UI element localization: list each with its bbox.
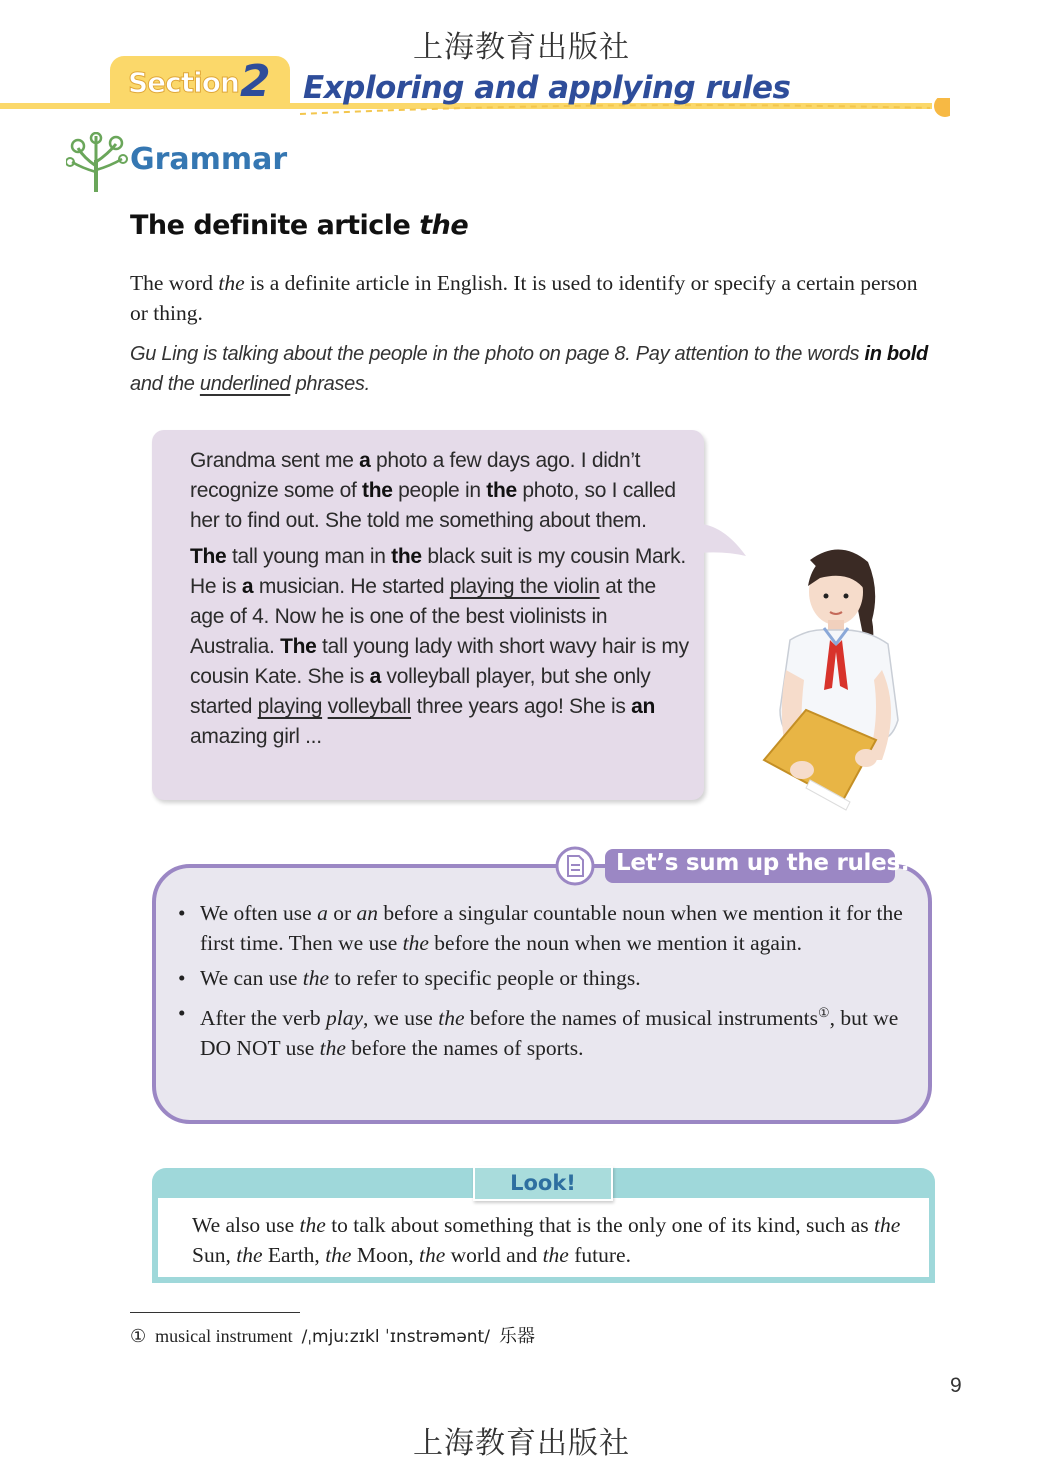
footnote-marker: ① [817, 1005, 830, 1020]
rule-item: • After the verb play, we use the before the names of musical instruments①, but we DO NOT use the before the names of sports. [178, 998, 908, 1063]
bubble-paragraph-2: The tall young man in the black suit is my cousin Mark. He is a musician. He started playing the violin at the age of 4. Now he is one of the best violinists in Australia. The tall young lady with short wavy hair is my cousin Kate. She is a volleyball player, but she only started playing volleyball three years ago! She is an amazing girl ... [190, 545, 689, 748]
speech-bubble-text [190, 446, 690, 758]
rules-tab-label: Let’s sum up the rules! [616, 850, 911, 876]
look-text: We also use the to talk about something that is the only one of its kind, such as the Sun, the Earth, the Moon, the world and the future. [192, 1213, 901, 1267]
intro-paragraph: The word the is a definite article in English. It is used to identify or specify a certain person or thing. [130, 271, 918, 325]
subheading: The definite article the [130, 210, 469, 241]
footnote: ① musical instrument /ˌmjuːzɪkl ˈɪnstrəmənt/ 乐器 [130, 1326, 535, 1347]
section-number: 2 [240, 56, 271, 107]
footnote-divider [130, 1312, 300, 1313]
grammar-heading: Grammar [130, 142, 288, 177]
rule-item: • We often use a or an before a singular countable noun when we mention it for the first time. Then we use the before the noun when we mention it again. [178, 898, 908, 958]
document-icon [553, 846, 597, 886]
rule-item: • We can use the to refer to specific people or things. [178, 963, 908, 993]
instruction-paragraph: Gu Ling is talking about the people in the photo on page 8. Pay attention to the words in bold and the underlined phrases. [130, 343, 928, 395]
section-title: Exploring and applying rules [303, 70, 791, 106]
look-label: Look! [510, 1171, 576, 1195]
rules-list [178, 898, 908, 1068]
publisher-watermark-top: 上海教育出版社 [413, 30, 630, 65]
speech-bubble-tail [690, 520, 750, 560]
tree-icon [66, 132, 128, 194]
publisher-watermark-bottom: 上海教育出版社 [413, 1426, 630, 1461]
page-number: 9 [950, 1374, 962, 1397]
student-girl-illustration [750, 540, 910, 815]
bubble-paragraph-1: Grandma sent me a photo a few days ago. I didn’t recognize some of the people in the photo, so I called her to find out. She told me something about them. [190, 449, 676, 532]
section-word: Section [128, 66, 239, 99]
